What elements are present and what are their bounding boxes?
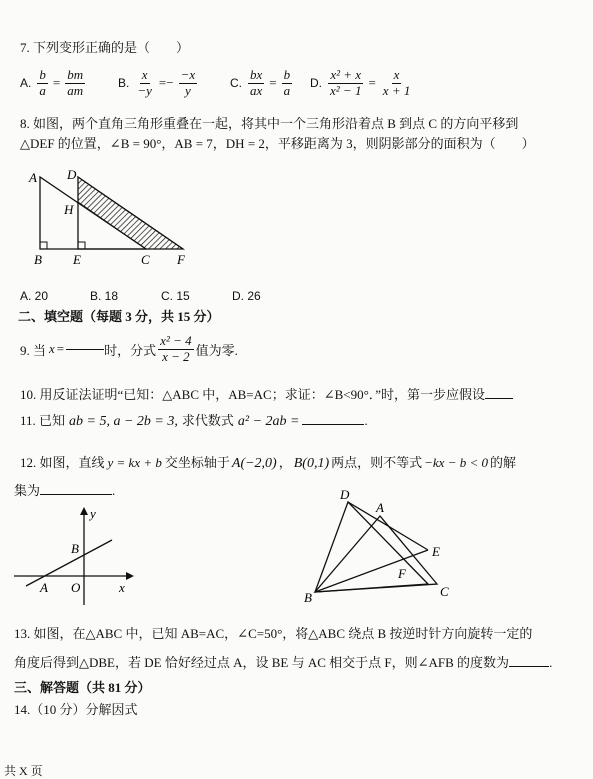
label-b: B	[71, 541, 79, 556]
label-d: D	[67, 167, 77, 182]
label-o: O	[71, 580, 81, 595]
label-a: A	[40, 580, 48, 595]
fraction: $\frac{b}{a}$	[39, 67, 46, 98]
q13-rotation-figure	[302, 484, 462, 606]
question-13-line2: 角度后得到△DBE，若 DE 恰好经过点 A，设 BE 与 AC 相交于点 F，则∠AFB 的度数为 .	[14, 655, 553, 670]
question-12-line2: 集为 .	[14, 483, 116, 498]
question-8-options	[20, 289, 261, 303]
label-f: F	[398, 566, 406, 581]
q12-coordinate-figure	[12, 500, 142, 610]
q8-option-b: B. 18	[90, 289, 119, 303]
label-b: B	[34, 252, 42, 267]
answer-blank[interactable]	[302, 424, 364, 425]
question-10: 10. 用反证法证明“已知：△ABC 中，AB=AC；求证：∠B<90°．”时，第一步应假设	[20, 384, 513, 403]
q8-option-c: C. 15	[161, 289, 190, 303]
question-7-stem: 7. 下列变形正确的是（ ）	[20, 40, 190, 55]
answer-blank[interactable]	[40, 494, 112, 495]
y-arrow	[80, 507, 88, 515]
label-f: F	[177, 252, 185, 267]
label-c: C	[141, 252, 150, 267]
label-d: D	[340, 487, 350, 502]
label-c: C	[440, 584, 449, 599]
line-y-kx-b	[26, 540, 112, 586]
right-angle-e	[78, 242, 85, 249]
label-b: B	[304, 590, 312, 605]
label-x: x	[119, 580, 125, 595]
question-9: 9. 当 x = 时，分式 $\frac{\text{x² − 4}}{x - 2}$ 值为零.	[20, 333, 238, 364]
question-11: 11. 已知 ab = 5, a − 2b = 3, 求代数式 a² − 2ab = .	[20, 413, 368, 429]
q7-option-c: C. $\frac{bx}{ax}$ = $\frac{b}{a}$	[230, 67, 291, 98]
section-3-heading: 三、解答题（共 81 分）	[14, 680, 151, 695]
label-h: H	[64, 202, 74, 217]
label-a: A	[376, 500, 384, 515]
label-e: E	[432, 544, 440, 559]
question-13-line1: 13. 如图，在△ABC 中，已知 AB=AC，∠C=50°，将△ABC 绕点 B 按逆时针方向旋转一定的	[14, 626, 533, 641]
q8-option-d: D. 26	[232, 289, 261, 303]
q8-triangle-figure	[20, 162, 200, 274]
fraction: $\frac{bm}{am}$	[67, 67, 84, 98]
answer-blank[interactable]	[66, 349, 104, 350]
x-arrow	[126, 572, 134, 580]
question-8-line2: △DEF 的位置，∠B = 90°，AB = 7，DH = 2，平移距离为 3，则阴影部分的面积为（ ）	[20, 136, 535, 151]
answer-blank[interactable]	[509, 666, 549, 667]
label-e: E	[73, 252, 81, 267]
section-2-heading: 二、填空题（每题 3 分，共 15 分）	[18, 309, 220, 324]
question-12-line1: 12. 如图，直线 y = kx + b 交坐标轴于 A(−2,0) ， B(0,1) 两点，则不等式 −kx − b < 0 的解	[20, 455, 517, 471]
question-7-options	[20, 68, 414, 99]
option-label: A.	[20, 76, 32, 91]
q8-option-a: A. 20	[20, 289, 49, 303]
answer-blank[interactable]	[485, 398, 513, 399]
q7-option-b: B. $\frac{x}{-y}$ =− $\frac{-x}{y}$	[118, 67, 196, 98]
label-a: A	[29, 170, 37, 185]
right-angle-b	[40, 242, 47, 249]
q7-option-a: A. $\frac{b}{a}$ = $\frac{bm}{am}$	[20, 67, 84, 98]
q7-option-d: D. $\frac{\text{x² + x}}{\text{x² − 1}}$ = $\frac{x}{x + 1}$	[310, 67, 411, 98]
question-8-line1: 8. 如图，两个直角三角形重叠在一起，将其中一个三角形沿着点 B 到点 C 的方向平移到	[20, 116, 519, 131]
question-14: 14.（10 分）分解因式	[14, 702, 138, 717]
label-y: y	[90, 506, 96, 521]
page-footer: 共 X 页	[4, 764, 43, 778]
